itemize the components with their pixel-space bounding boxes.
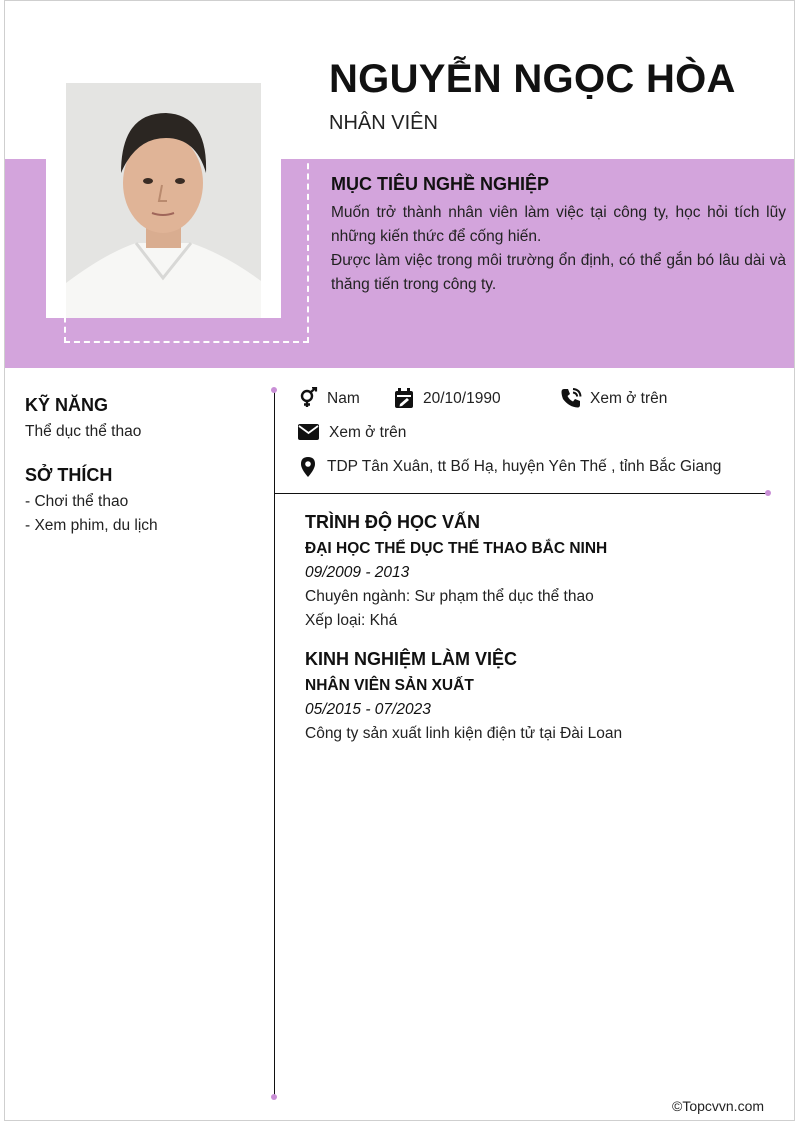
gender-value: Nam [327, 390, 360, 407]
skill-item: Thể dục thể thao [25, 423, 142, 440]
education-title: TRÌNH ĐỘ HỌC VẤN [305, 512, 480, 532]
skills-title: KỸ NĂNG [25, 395, 109, 415]
birthday-value: 20/10/1990 [423, 390, 501, 407]
profile-photo [66, 83, 261, 318]
email-icon [297, 421, 319, 443]
job-period: 05/2015 - 07/2023 [305, 701, 431, 718]
hobby-item: - Xem phim, du lịch [25, 517, 158, 534]
job-description: Công ty sản xuất linh kiện điện tử tại Đài Loan [305, 725, 623, 742]
gender-icon [297, 387, 319, 409]
education-grade: Xếp loại: Khá [305, 612, 398, 629]
hobbies-title: SỞ THÍCH [25, 465, 113, 485]
divider-dot [765, 490, 771, 496]
horizontal-divider [275, 493, 769, 494]
calendar-icon [393, 387, 415, 409]
email-value: Xem ở trên [329, 424, 407, 441]
education-major: Chuyên ngành: Sư phạm thể dục thể thao [305, 588, 594, 605]
phone-icon [560, 387, 582, 409]
education-period: 09/2009 - 2013 [305, 564, 410, 581]
location-icon [297, 456, 319, 478]
objective-line: Được làm việc trong môi trường ổn định, có thể gắn bó lâu dài và thăng tiến trong công ty. [331, 252, 786, 293]
school-name: ĐẠI HỌC THỂ DỤC THỂ THAO BẮC NINH [305, 540, 608, 557]
divider-dot [271, 1094, 277, 1100]
objective-title: MỤC TIÊU NGHỀ NGHIỆP [331, 174, 550, 194]
phone-value: Xem ở trên [590, 390, 668, 407]
footer-credit: ©Topcvvn.com [672, 1098, 765, 1114]
vertical-divider [274, 389, 275, 1098]
cv-page [4, 0, 795, 1121]
hobby-item: - Chơi thể thao [25, 493, 129, 510]
experience-title: KINH NGHIỆM LÀM VIỆC [305, 649, 518, 669]
address-value: TDP Tân Xuân, tt Bố Hạ, huyện Yên Thế , tỉnh Bắc Giang [327, 458, 722, 475]
objective-text [331, 201, 786, 297]
objective-line: Muốn trở thành nhân viên làm việc tại công ty, học hỏi tích lũy những kiến thức để cống hiến. [331, 204, 786, 245]
divider-dot [271, 387, 277, 393]
candidate-name: NGUYỄN NGỌC HÒA [329, 57, 736, 101]
job-title: NHÂN VIÊN SẢN XUẤT [305, 677, 474, 694]
candidate-position: NHÂN VIÊN [329, 112, 438, 134]
